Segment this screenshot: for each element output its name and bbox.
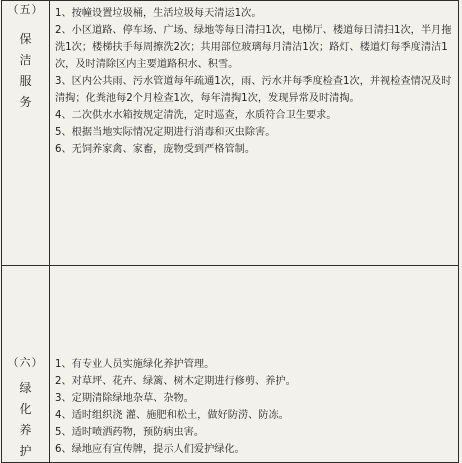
- list-item: 1、有专业人员实施绿化养护管理。: [55, 359, 215, 370]
- list-item: 4、适时组织浇 灌、施肥和松土，做好防涝、防冻。: [55, 410, 289, 421]
- list-item: 6、无饲养家禽、家畜，庞物受到严格管制。: [55, 144, 256, 155]
- section-number: （六）: [7, 356, 44, 369]
- section-title-char: 化: [19, 402, 32, 416]
- section-title-char: 绿: [19, 381, 32, 395]
- section-content-cleaning: [50, 1, 459, 266]
- section-title-char: 服: [19, 74, 32, 88]
- section-title-char: 养: [19, 423, 32, 437]
- list-item: 5、适时喷洒药物，预防病虫害。: [55, 427, 205, 438]
- section-content-greening: [50, 266, 459, 463]
- section-number: （五）: [7, 3, 44, 16]
- section-label-greening: [2, 266, 50, 463]
- list-item: 6、绿地应有宣传牌，提示人们爱护绿化。: [55, 444, 245, 455]
- section-title-char: 务: [19, 95, 32, 109]
- section-title-char: 保: [19, 32, 32, 46]
- section-title: [2, 29, 49, 113]
- section-title-char: 护: [19, 444, 32, 458]
- list-item: 4、二次供水水箱按规定清洗，定时巡查，水质符合卫生要求。: [55, 110, 337, 121]
- table-row: [2, 266, 459, 463]
- service-standards-table: [1, 0, 459, 463]
- list-item: 3、定期清除绿地杂草、杂物。: [55, 393, 194, 404]
- table-row: [2, 1, 459, 266]
- section-title: [2, 378, 49, 462]
- list-item: 3、区内公共雨、污水管道每年疏通1次，雨、污水井每季度检查1次，并视检查情况及时清掏；化粪池每2个月检查1次，每年清掏1次，发现异常及时清掏。: [55, 76, 452, 104]
- list-item: 5、根据当地实际情况定期进行消毒和灭虫除害。: [55, 127, 276, 138]
- list-item: 2、小区道路、停车场、广场、绿地等每日清扫1次，电梯厅、楼道每日清扫1次，半月拖洗1次；楼梯扶手每周擦洗2次；共用部位玻璃每月清洁1次；路灯、楼道灯每季度清洁1次，及时清除区内主要道路积水、积雪。: [55, 25, 452, 70]
- list-item: 1、按幢设置垃圾桶，生活垃圾每天清运1次。: [55, 8, 262, 19]
- list-item: 2、对草坪、花卉、绿篱、树木定期进行修剪、养护。: [55, 376, 296, 387]
- section-label-cleaning: [2, 1, 50, 266]
- section-title-char: 洁: [19, 53, 32, 67]
